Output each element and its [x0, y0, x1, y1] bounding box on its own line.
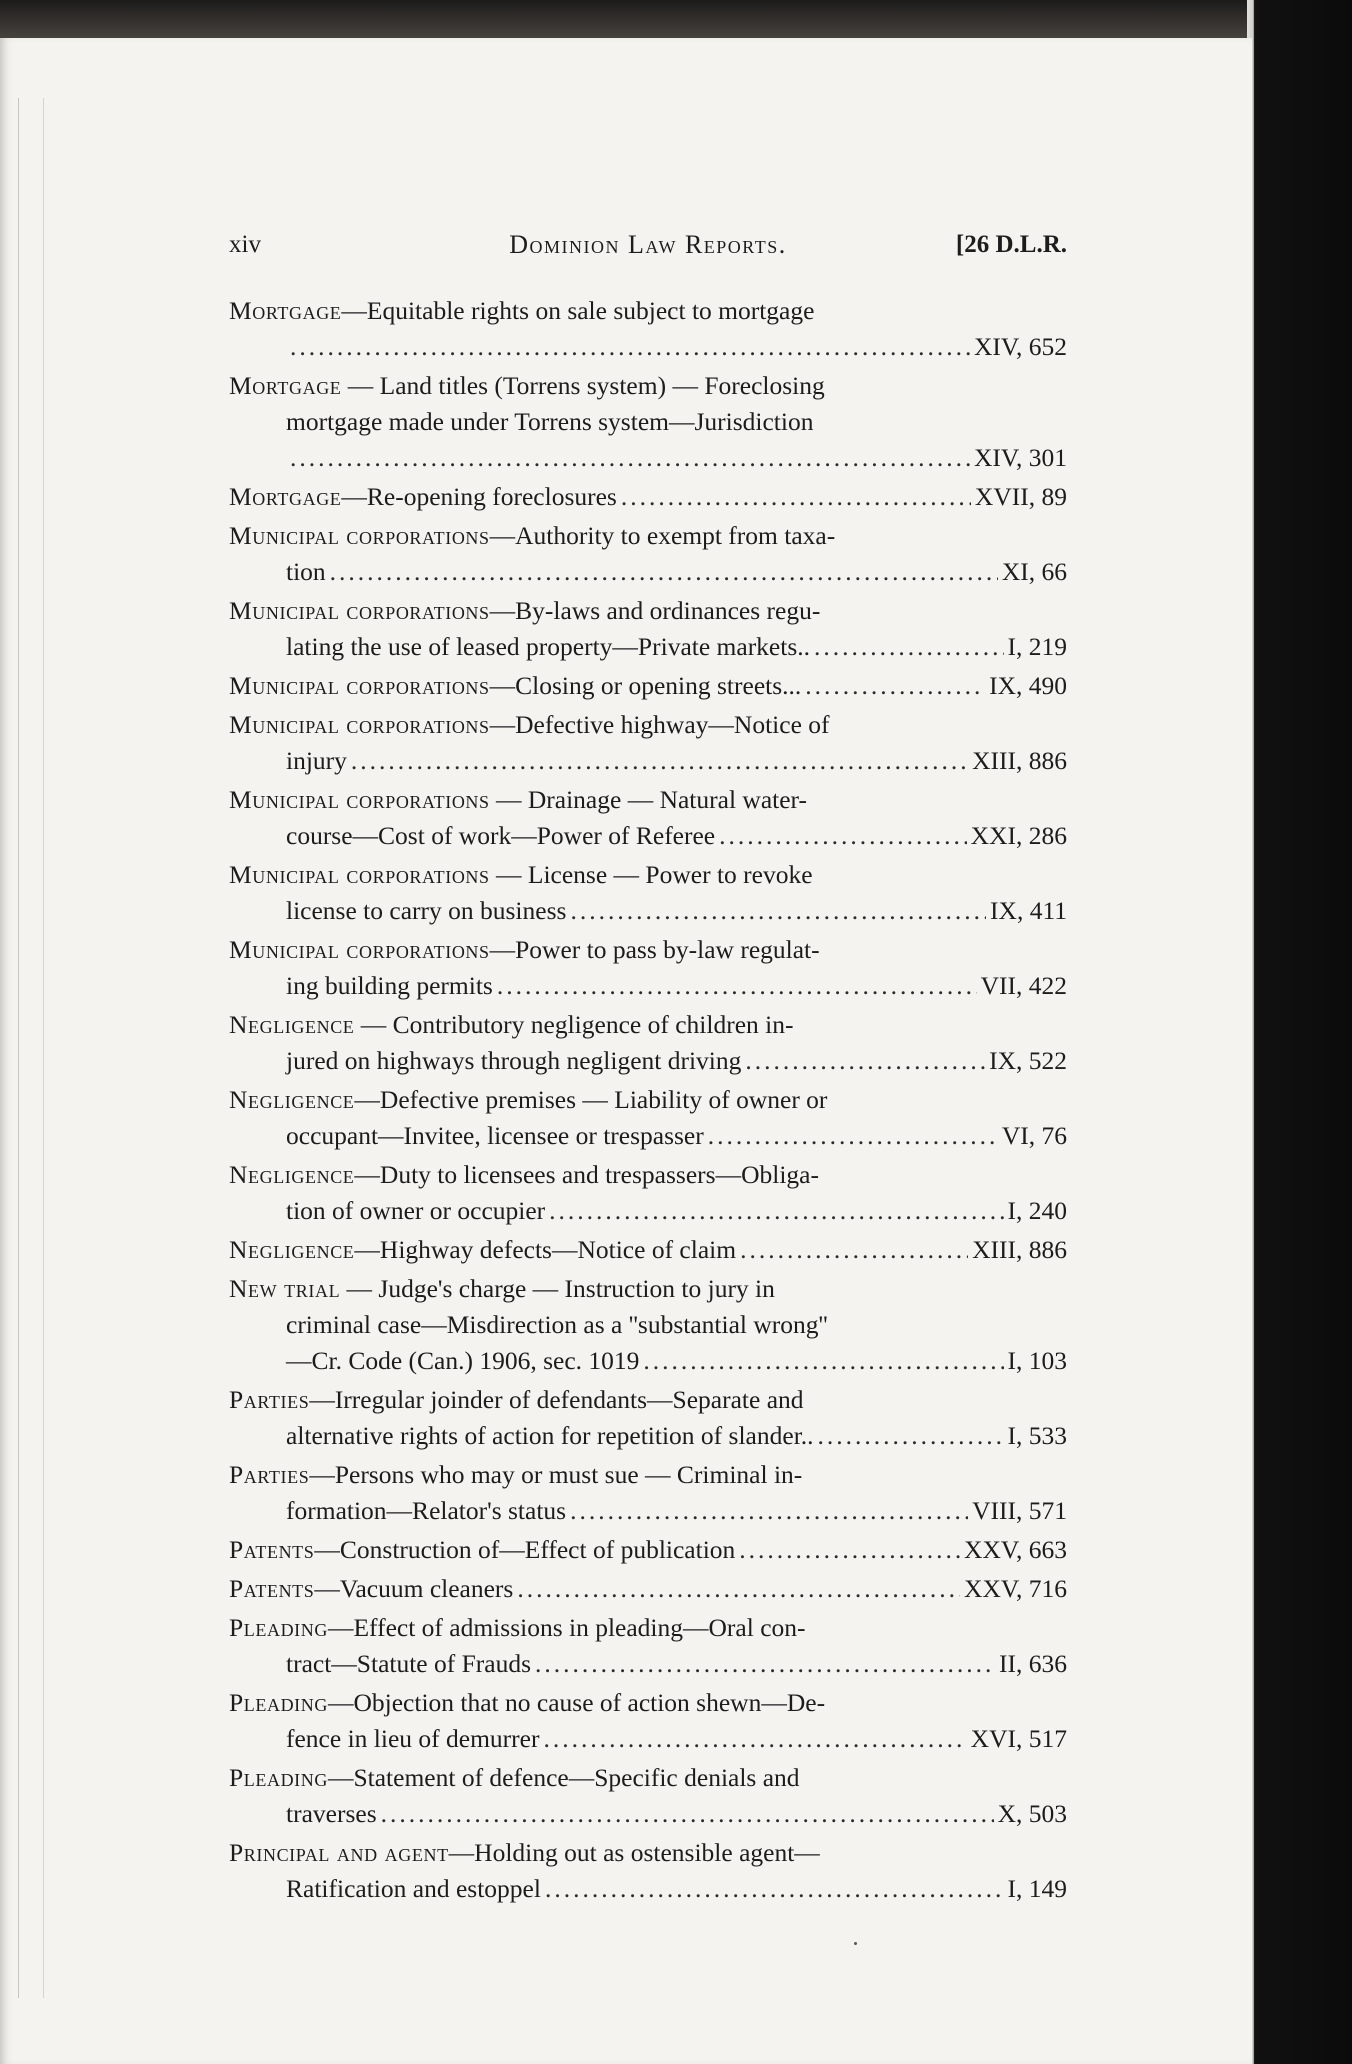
entry-heading: Patents [229, 1535, 315, 1564]
dot-leader [549, 1193, 1003, 1229]
index-entry [229, 932, 1067, 1004]
citation: IX, 522 [989, 1046, 1067, 1075]
entry-subject: criminal case—Misdirection as a ''substantial wrong'' [286, 1310, 828, 1339]
citation: I, 103 [1007, 1346, 1067, 1375]
index-entries [229, 293, 1067, 1910]
dot-leader [290, 329, 970, 365]
entry-heading: Negligence [229, 1010, 355, 1039]
citation: I, 533 [1007, 1421, 1067, 1450]
entry-line [229, 593, 1067, 629]
citation: XVI, 517 [970, 1724, 1067, 1753]
entry-subject: — Judge's charge — Instruction to jury in [340, 1274, 775, 1303]
entry-line [229, 1343, 1067, 1379]
entry-subject: — Contributory negligence of children in- [354, 1010, 794, 1039]
entry-gap [229, 1907, 1067, 1910]
page-edge-lines [18, 98, 44, 1998]
dot-leader [739, 1532, 960, 1568]
running-head: Dominion Law Reports. [509, 230, 787, 259]
entry-subject: —Authority to exempt from taxa- [489, 521, 836, 550]
entry-text [229, 860, 813, 889]
citation: II, 636 [999, 1649, 1067, 1678]
entry-line [229, 1493, 1067, 1529]
entry-subject: lating the use of leased property—Private markets.. [286, 632, 811, 661]
entry-text [229, 479, 617, 515]
entry-line [229, 707, 1067, 743]
dot-leader [381, 1796, 994, 1832]
index-entry [229, 1571, 1067, 1607]
entry-line [229, 1457, 1067, 1493]
entry-line [229, 1796, 1067, 1832]
volume-reference: [26 D.L.R. [955, 231, 1067, 258]
dot-leader [643, 1343, 1003, 1379]
entry-subject: —Vacuum cleaners [314, 1574, 514, 1603]
entry-heading: Mortgage [229, 371, 342, 400]
index-entry [229, 368, 1067, 476]
index-entry [229, 1232, 1067, 1268]
citation: XIII, 886 [972, 1235, 1067, 1264]
entry-line [229, 932, 1067, 968]
entry-text [229, 1010, 793, 1039]
entry-text [286, 1646, 531, 1682]
entry-line [229, 668, 1067, 704]
entry-heading: Parties [229, 1460, 310, 1489]
entry-heading: Negligence [229, 1085, 355, 1114]
entry-line [229, 1082, 1067, 1118]
citation: XIV, 652 [973, 332, 1067, 361]
citation: XXI, 286 [970, 821, 1067, 850]
dot-leader [545, 1871, 1004, 1907]
entry-text [229, 935, 820, 964]
entry-heading: Pleading [229, 1763, 328, 1792]
entry-subject: —Cr. Code (Can.) 1906, sec. 1019 [286, 1346, 640, 1375]
entry-text [286, 818, 715, 854]
entry-text [229, 1688, 825, 1717]
entry-line [229, 1871, 1067, 1907]
index-entry [229, 1157, 1067, 1229]
entry-line [229, 743, 1067, 779]
entry-heading: Mortgage [229, 296, 342, 325]
dot-leader [745, 1043, 985, 1079]
dot-leader [814, 629, 1003, 665]
index-entry [229, 1532, 1067, 1568]
citation: IX, 411 [990, 896, 1067, 925]
entry-text [286, 1043, 741, 1079]
dot-leader [497, 968, 977, 1004]
entry-subject: fence in lieu of demurrer [286, 1724, 540, 1753]
entry-line [229, 368, 1067, 404]
entry-line [229, 893, 1067, 929]
entry-text [229, 668, 801, 704]
index-entry [229, 1082, 1067, 1154]
entry-text [286, 1118, 704, 1154]
entry-heading: Patents [229, 1574, 315, 1603]
entry-line [229, 1646, 1067, 1682]
dot-leader [351, 743, 968, 779]
entry-subject: —By-laws and ordinances regu- [489, 596, 821, 625]
entry-line [229, 1193, 1067, 1229]
index-entry [229, 293, 1067, 365]
entry-subject: — License — Power to revoke [489, 860, 813, 889]
entry-text [286, 1418, 814, 1454]
index-entry [229, 1007, 1067, 1079]
index-entry [229, 1271, 1067, 1379]
entry-subject: —Objection that no cause of action shewn—De- [327, 1688, 826, 1717]
entry-subject: —Duty to licensees and trespassers—Obliga- [354, 1160, 819, 1189]
entry-heading: Mortgage [229, 482, 342, 511]
dot-leader [290, 440, 970, 476]
citation: IX, 490 [989, 671, 1067, 700]
dot-leader [543, 1721, 966, 1757]
entry-line [229, 1043, 1067, 1079]
entry-heading: Municipal corporations [229, 671, 490, 700]
dot-leader [708, 1118, 998, 1154]
entry-subject: —Holding out as ostensible agent— [448, 1838, 820, 1867]
dot-leader [535, 1646, 995, 1682]
citation: XIII, 886 [972, 746, 1067, 775]
entry-subject: —Statement of defence—Specific denials and [327, 1763, 800, 1792]
entry-line [229, 1307, 1067, 1343]
entry-line [229, 293, 1067, 329]
index-entry [229, 857, 1067, 929]
dot-leader [818, 1418, 1004, 1454]
entry-heading: Municipal corporations [229, 521, 490, 550]
entry-line [229, 1418, 1067, 1454]
entry-line [229, 1157, 1067, 1193]
dot-leader [740, 1232, 968, 1268]
citation: XVII, 89 [974, 482, 1067, 511]
index-entry [229, 1760, 1067, 1832]
dot-leader [570, 893, 986, 929]
index-entry [229, 668, 1067, 704]
entry-heading: Parties [229, 1385, 310, 1414]
index-entry [229, 782, 1067, 854]
entry-text [229, 710, 830, 739]
dot-leader [719, 818, 967, 854]
dot-leader [570, 1493, 968, 1529]
index-entry [229, 1382, 1067, 1454]
entry-line [229, 1382, 1067, 1418]
entry-heading: Pleading [229, 1688, 328, 1717]
index-entry [229, 1685, 1067, 1757]
entry-heading: Municipal corporations [229, 710, 490, 739]
entry-line [229, 404, 1067, 440]
page-number: xiv [229, 231, 261, 258]
entry-text [286, 968, 493, 1004]
entry-subject: jured on highways through negligent driving [286, 1046, 742, 1075]
entry-subject: —Equitable rights on sale subject to mortgage [341, 296, 815, 325]
entry-text [229, 1763, 800, 1792]
citation: X, 503 [997, 1799, 1067, 1828]
entry-subject: —Effect of admissions in pleading—Oral con- [327, 1613, 806, 1642]
entry-subject: — Land titles (Torrens system) — Foreclosing [341, 371, 825, 400]
entry-text [286, 1721, 539, 1757]
entry-line [229, 479, 1067, 515]
entry-line [229, 440, 1067, 476]
scan-right-border [1247, 0, 1352, 2064]
entry-line [229, 329, 1067, 365]
entry-subject: —Persons who may or must sue — Criminal in- [309, 1460, 803, 1489]
entry-line [229, 1835, 1067, 1871]
entry-text [229, 1085, 827, 1114]
entry-line [229, 968, 1067, 1004]
entry-text [286, 554, 326, 590]
citation: I, 219 [1007, 632, 1067, 661]
citation: XI, 66 [1001, 557, 1067, 586]
entry-line [229, 1271, 1067, 1307]
entry-text [229, 296, 814, 325]
entry-subject: mortgage made under Torrens system—Jurisdiction [286, 407, 814, 436]
entry-subject: tion [286, 557, 326, 586]
index-entry [229, 479, 1067, 515]
entry-heading: Principal and agent [229, 1838, 449, 1867]
entry-line [229, 818, 1067, 854]
entry-heading: Negligence [229, 1235, 355, 1264]
citation: VI, 76 [1001, 1121, 1067, 1150]
entry-line [229, 782, 1067, 818]
entry-heading: Municipal corporations [229, 935, 490, 964]
entry-line [229, 857, 1067, 893]
dot-leader [517, 1571, 960, 1607]
entry-subject: traverses [286, 1799, 377, 1828]
entry-text [286, 743, 347, 779]
entry-text [229, 1274, 775, 1303]
entry-text [229, 596, 820, 625]
entry-line [229, 1118, 1067, 1154]
entry-line [229, 1721, 1067, 1757]
dot-leader [621, 479, 971, 515]
entry-subject: injury [286, 746, 347, 775]
index-entry [229, 1835, 1067, 1907]
entry-subject: course—Cost of work—Power of Referee [286, 821, 716, 850]
entry-text [229, 371, 825, 400]
entry-subject: tract—Statute of Frauds [286, 1649, 532, 1678]
index-entry [229, 518, 1067, 590]
entry-text [286, 1310, 828, 1339]
entry-subject: tion of owner or occupier [286, 1196, 546, 1225]
entry-text [286, 1343, 639, 1379]
entry-text [286, 407, 813, 436]
entry-heading: Municipal corporations [229, 860, 490, 889]
entry-text [286, 1796, 377, 1832]
page-header [229, 225, 1067, 265]
entry-line [229, 1532, 1067, 1568]
citation: I, 149 [1007, 1874, 1067, 1903]
entry-heading: Municipal corporations [229, 785, 490, 814]
entry-text [286, 1871, 541, 1907]
entry-text [229, 1532, 735, 1568]
citation: XXV, 716 [964, 1574, 1067, 1603]
entry-text [286, 629, 810, 665]
citation: VII, 422 [980, 971, 1067, 1000]
entry-text [229, 1838, 820, 1867]
entry-line [229, 518, 1067, 554]
entry-subject: —Defective highway—Notice of [489, 710, 830, 739]
dot-leader [805, 668, 985, 704]
entry-line [229, 554, 1067, 590]
entry-heading: Municipal corporations [229, 596, 490, 625]
entry-subject: alternative rights of action for repetition of slander.. [286, 1421, 814, 1450]
entry-subject: — Drainage — Natural water- [489, 785, 808, 814]
entry-text [229, 1160, 819, 1189]
index-entry [229, 1457, 1067, 1529]
entry-text [229, 785, 807, 814]
entry-line [229, 1007, 1067, 1043]
entry-heading: Negligence [229, 1160, 355, 1189]
entry-subject: occupant—Invitee, licensee or trespasser [286, 1121, 704, 1150]
scan-speck [854, 1942, 857, 1945]
entry-subject: —Closing or opening streets... [489, 671, 802, 700]
citation: XIV, 301 [973, 443, 1067, 472]
index-entry [229, 1610, 1067, 1682]
index-entry [229, 593, 1067, 665]
dot-leader [330, 554, 998, 590]
entry-text [229, 1460, 802, 1489]
entry-text [229, 1232, 736, 1268]
entry-text [229, 1613, 806, 1642]
entry-subject: license to carry on business [286, 896, 567, 925]
entry-subject: —Defective premises — Liability of owner or [354, 1085, 828, 1114]
entry-heading: Pleading [229, 1613, 328, 1642]
entry-line [229, 1760, 1067, 1796]
entry-text [229, 521, 835, 550]
index-entry [229, 707, 1067, 779]
entry-line [229, 1685, 1067, 1721]
citation: VIII, 571 [972, 1496, 1067, 1525]
entry-line [229, 1571, 1067, 1607]
citation: I, 240 [1007, 1196, 1067, 1225]
entry-subject: —Power to pass by-law regulat- [489, 935, 820, 964]
entry-text [286, 1193, 545, 1229]
entry-subject: —Irregular joinder of defendants—Separate and [309, 1385, 804, 1414]
entry-text [229, 1385, 804, 1414]
entry-text [286, 1493, 566, 1529]
entry-text [286, 893, 566, 929]
citation: XXV, 663 [964, 1535, 1067, 1564]
entry-subject: ing building permits [286, 971, 493, 1000]
entry-line [229, 1610, 1067, 1646]
entry-heading: New trial [229, 1274, 341, 1303]
entry-text [229, 1571, 513, 1607]
entry-subject: —Highway defects—Notice of claim [354, 1235, 737, 1264]
entry-subject: —Construction of—Effect of publication [314, 1535, 736, 1564]
entry-subject: formation—Relator's status [286, 1496, 567, 1525]
entry-subject: —Re-opening foreclosures [341, 482, 617, 511]
entry-line [229, 1232, 1067, 1268]
entry-subject: Ratification and estoppel [286, 1874, 541, 1903]
entry-line [229, 629, 1067, 665]
